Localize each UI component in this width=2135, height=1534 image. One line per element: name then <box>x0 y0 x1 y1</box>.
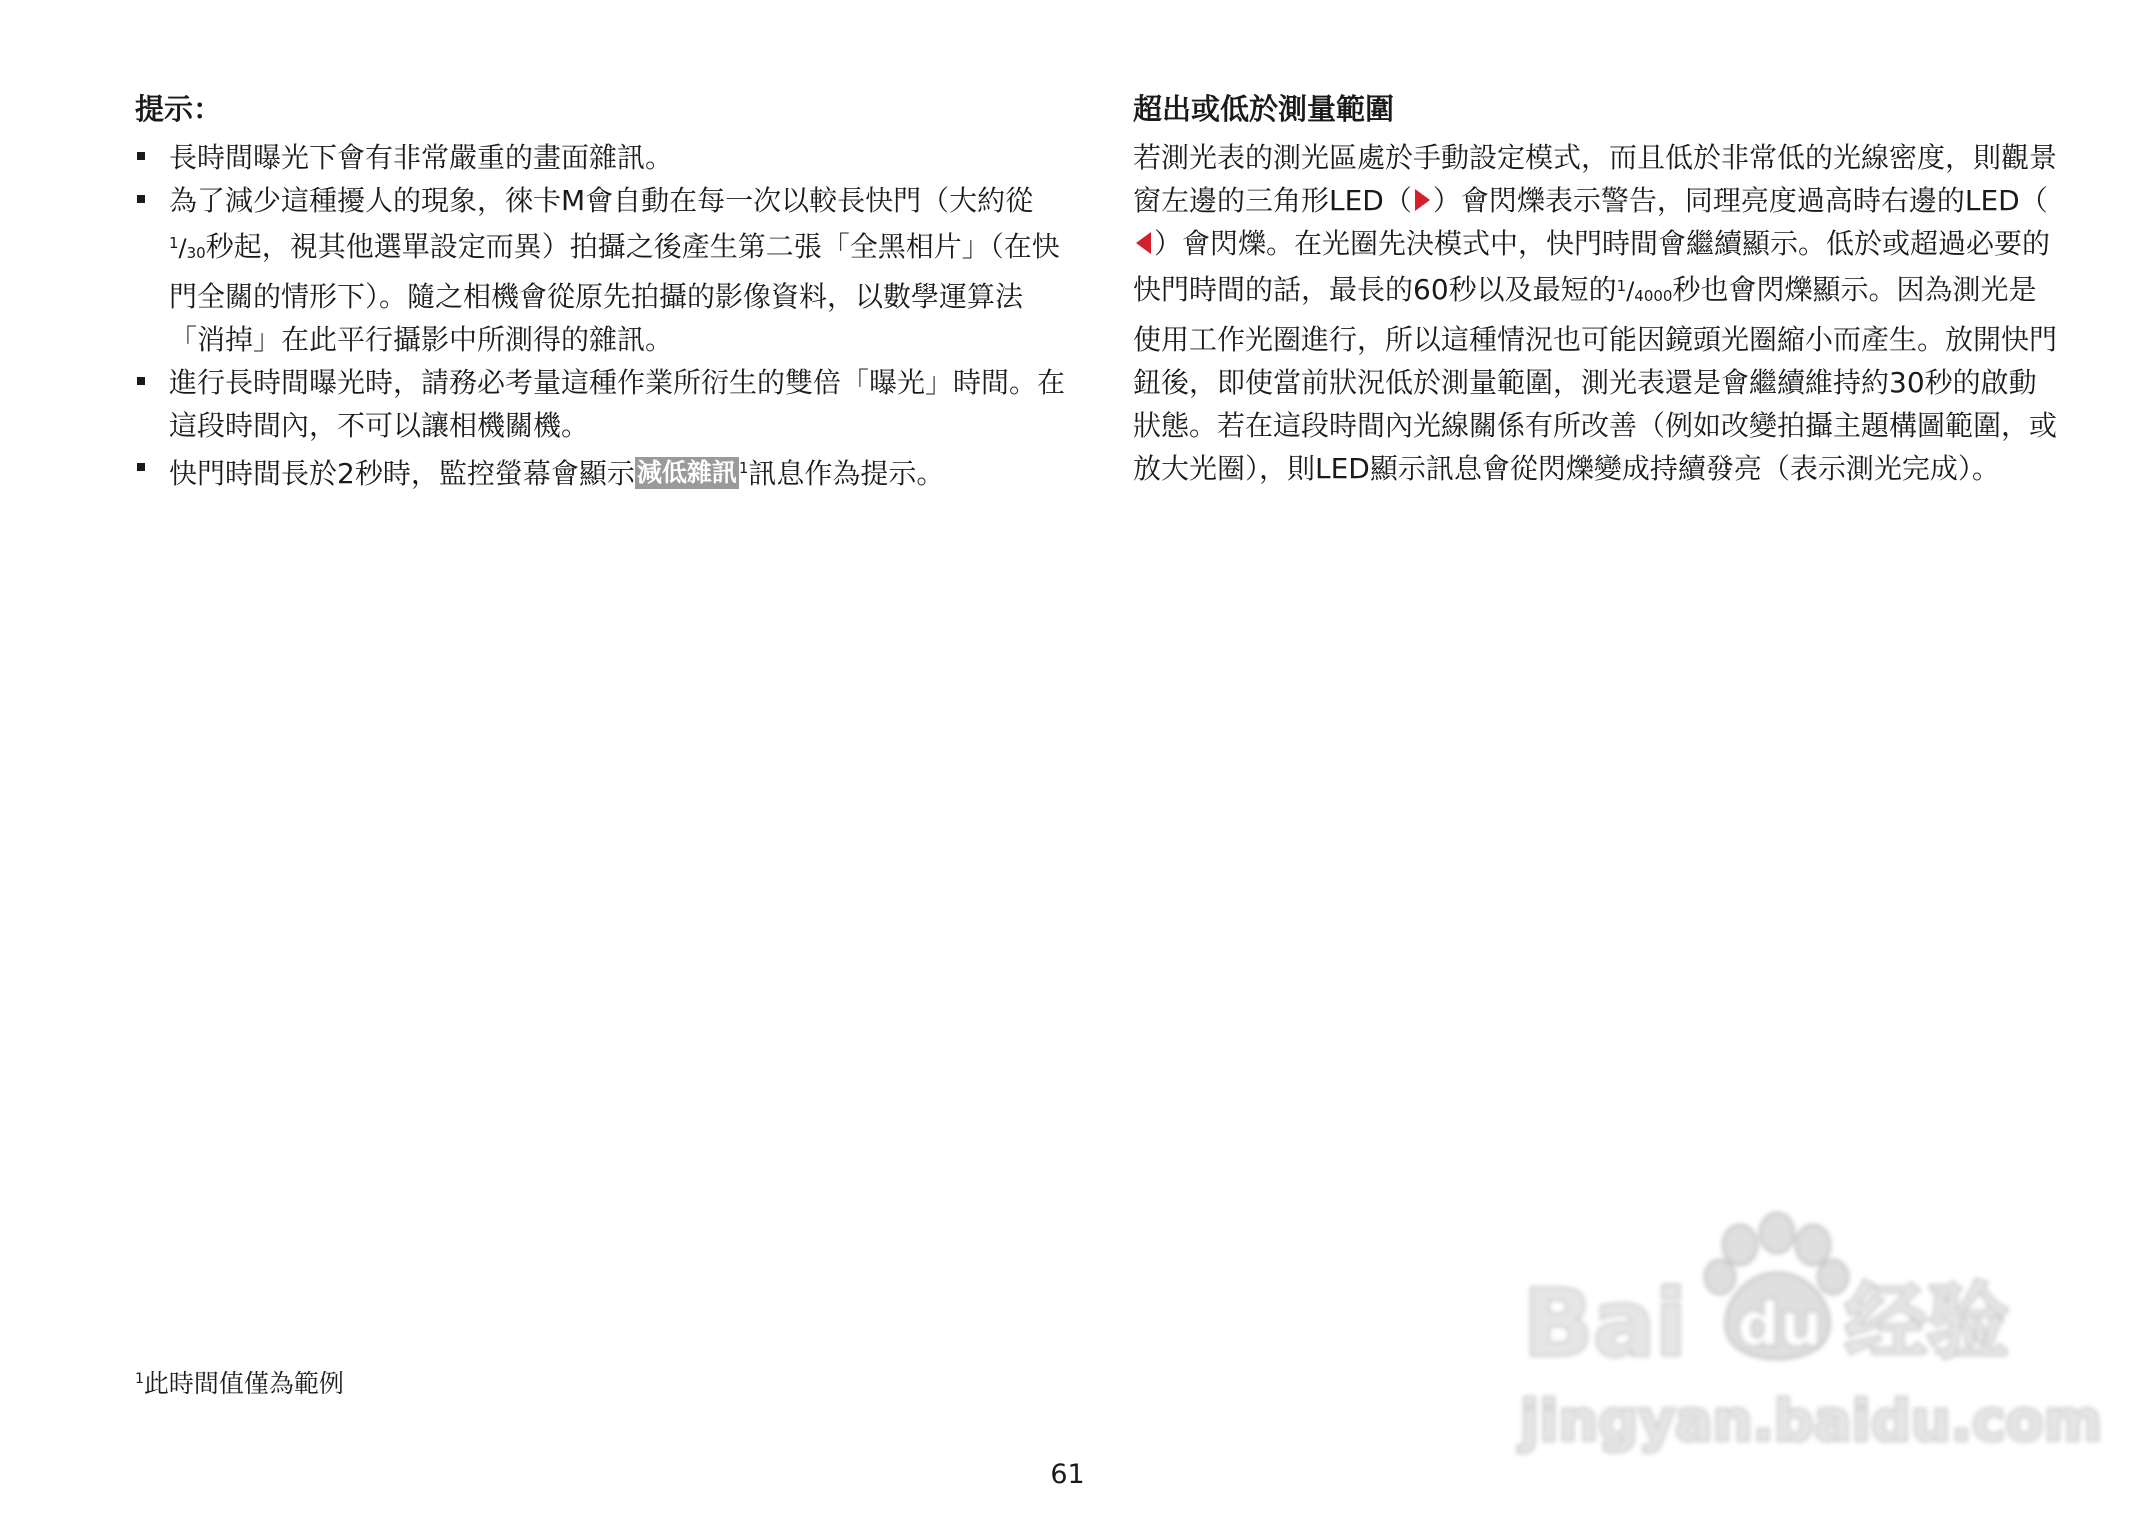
tip-item-4 <box>135 447 1065 495</box>
tip-text-4b: 訊息作為提示。 <box>748 457 945 490</box>
bullet-square-icon <box>137 463 145 471</box>
tip-text-2a: 為了減少這種擾人的現象，徠卡M會自動在每一次以較長快門（大約從 <box>169 184 1034 217</box>
watermark-bai-text: Bai <box>1523 1270 1687 1377</box>
watermark-du-text: du <box>1737 1290 1823 1360</box>
tip-item-3 <box>135 361 1065 447</box>
watermark-logo-icon <box>1515 1215 2103 1465</box>
fraction-denominator: 30 <box>186 244 206 262</box>
baidu-jingyan-watermark <box>1515 1215 2103 1465</box>
led-triangle-left-icon <box>1136 232 1151 254</box>
range-text-1: 若測光表的測光區處於手動設定模式，而且低於非常低的光線密度，則觀景窗左邊的三角形LED（ <box>1133 141 2058 217</box>
watermark-cn-text: 经验 <box>1845 1275 2010 1370</box>
fraction-slash: / <box>178 234 187 262</box>
bullet-square-icon <box>137 195 145 203</box>
fraction-1-4000 <box>1617 273 1673 306</box>
right-column <box>1133 88 2063 490</box>
tips-heading: 提示： <box>135 92 223 126</box>
fraction-slash: / <box>1626 277 1635 305</box>
footnote-text: 此時間值僅為範例 <box>143 1369 344 1398</box>
tip-text-4a: 快門時間長於2秒時，監控螢幕會顯示 <box>169 457 635 490</box>
tip-item-2 <box>135 179 1065 361</box>
bullet-square-icon <box>137 152 145 160</box>
tip-text-3: 進行長時間曝光時，請務必考量這種作業所衍生的雙倍「曝光」時間。在這段時間內，不可以讓相機關機。 <box>169 366 1066 442</box>
range-text-3: ）會閃爍。在光圈先決模式中，快門時間會繼續顯示。低於或超過必要的快門時間的話，最長的60秒以及最短的 <box>1133 227 2051 306</box>
range-text-2: ）會閃爍表示警告，同理亮度過高時右邊的LED（ <box>1432 184 2048 217</box>
fraction-numerator: 1 <box>1616 277 1627 295</box>
watermark-url-text: jingyan.baidu.com <box>1520 1389 2103 1454</box>
noise-reduction-badge: 減低雜訊 <box>636 458 737 487</box>
fraction-numerator: 1 <box>169 234 179 252</box>
footnote <box>135 1362 344 1401</box>
range-heading: 超出或低於測量範圍 <box>1133 92 1395 126</box>
range-text-4: 秒也會閃爍顯示。因為測光是使用工作光圈進行，所以這種情況也可能因鏡頭光圈縮小而產生。放開快門鈕後，即使當前狀況低於測量範圍，測光表還是會繼續維持約30秒的啟動狀態。若在這段時間內光線關係有所改善（例如改變拍攝主題構圖範圍，或放大光圈），則LED顯示訊息會從閃爍變成持續發亮（表示測光完成）。 <box>1133 273 2058 485</box>
tip-text-1: 長時間曝光下會有非常嚴重的畫面雜訊。 <box>169 141 674 174</box>
bullet-square-icon <box>137 377 145 385</box>
led-triangle-right-icon <box>1415 189 1430 211</box>
footnote-marker: 1 <box>738 459 749 477</box>
page-number: 61 <box>1050 1459 1085 1490</box>
left-column <box>135 88 1065 495</box>
fraction-1-30 <box>169 230 206 263</box>
tip-text-4-line <box>169 457 944 490</box>
range-paragraph <box>1133 136 2063 490</box>
tip-text-2b: 秒起，視其他選單設定而異）拍攝之後產生第二張「全黑相片」（在快門全關的情形下）。隨之相機會從原先拍攝的影像資料，以數學運算法「消掉」在此平行攝影中所測得的雜訊。 <box>169 230 1060 356</box>
tip-item-1 <box>135 136 1065 179</box>
fraction-denominator: 4000 <box>1634 287 1673 305</box>
footnote-number: 1 <box>135 1371 144 1387</box>
tips-list <box>135 136 1065 495</box>
